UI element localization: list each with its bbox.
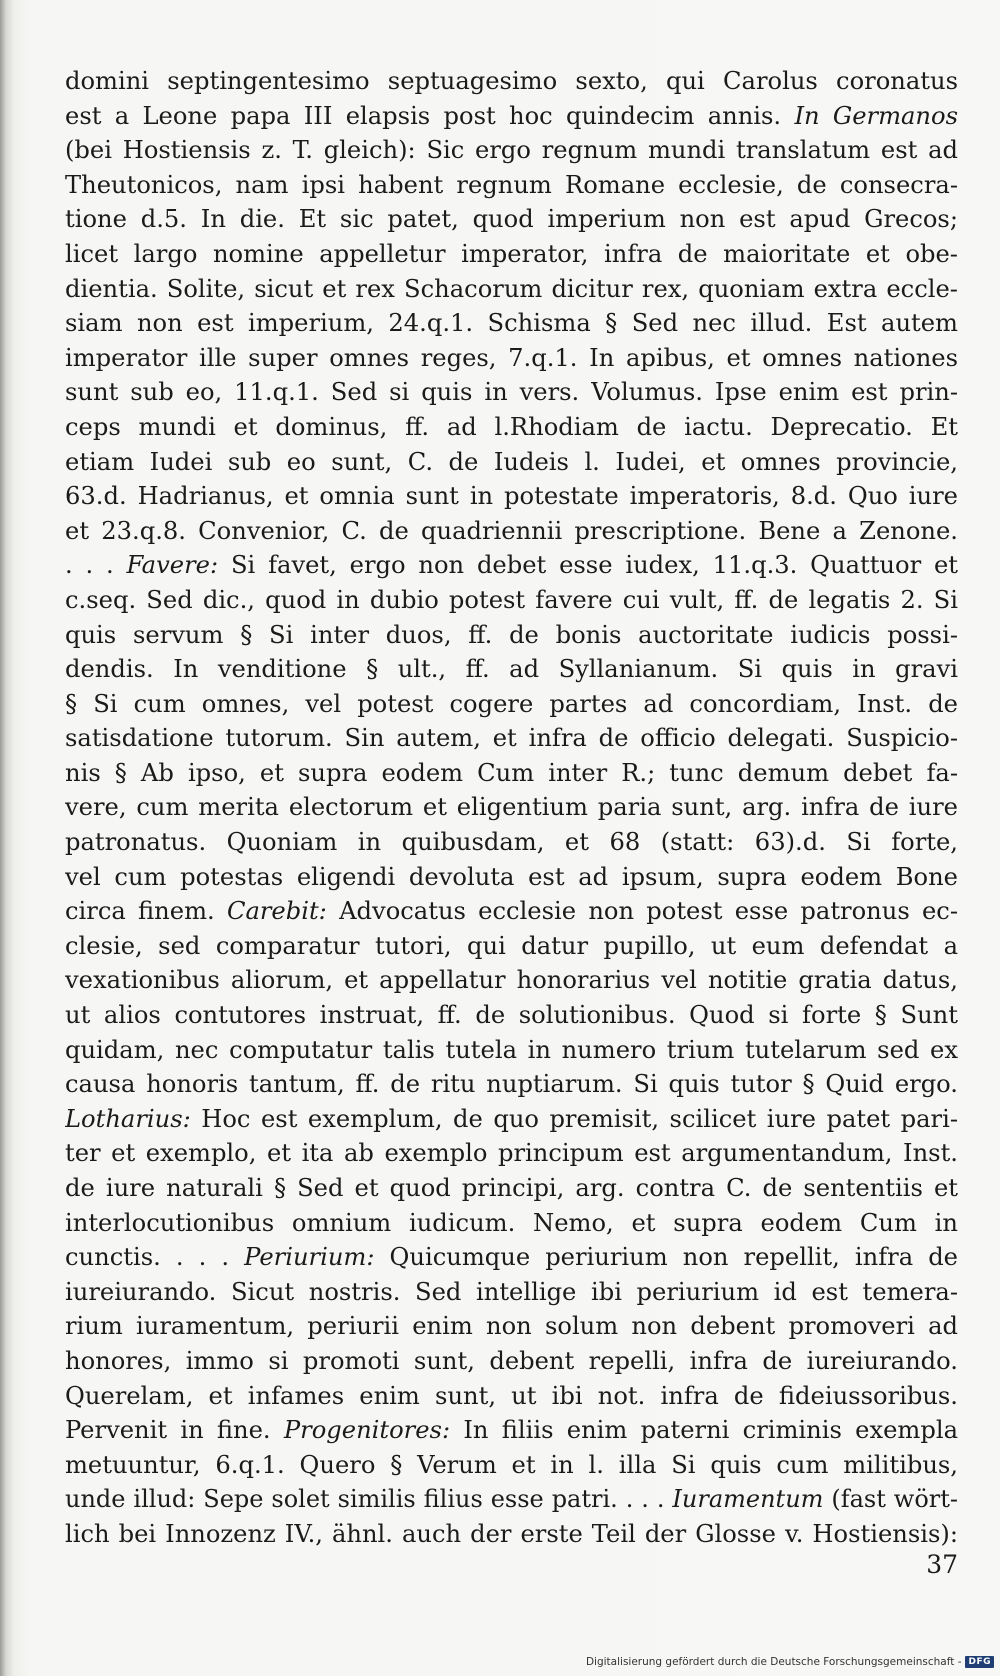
text-segment: 63.d. Hadrianus, et omnia sunt in potestate imperatoris, 8.d. Quo iure <box>65 482 958 511</box>
text-line <box>65 1102 958 1137</box>
text-line <box>65 998 958 1033</box>
text-segment: dientia. Solite, sicut et rex Schacorum dicitur rex, quoniam extra eccle- <box>65 274 958 303</box>
text-segment: (fast wört- <box>823 1485 958 1514</box>
italic-lemma: Progenitores: <box>283 1416 451 1445</box>
text-line <box>65 1517 958 1552</box>
text-segment: nis § Ab ipso, et supra eodem Cum inter R.; tunc demum debet fa- <box>65 758 958 787</box>
text-line <box>65 202 958 237</box>
text-segment: Pervenit in fine. <box>65 1416 284 1445</box>
text-line <box>65 133 958 168</box>
text-segment: dendis. In venditione § ult., ff. ad Syllanianum. Si quis in gravi <box>65 655 958 684</box>
text-line <box>65 306 958 341</box>
text-line <box>65 514 958 549</box>
text-line <box>65 1067 958 1102</box>
text-line <box>65 99 958 134</box>
text-segment: metuuntur, 6.q.1. Quero § Verum et in l. illa Si quis cum militibus, <box>65 1450 958 1479</box>
text-line <box>65 445 958 480</box>
text-line <box>65 1482 958 1517</box>
text-line <box>65 341 958 376</box>
text-segment: causa honoris tantum, ff. de ritu nuptiarum. Si quis tutor § Quid ergo. <box>65 1070 958 1099</box>
text-segment: Hoc est exemplum, de quo premisit, scilicet iure patet pari- <box>190 1104 958 1133</box>
text-line <box>65 825 958 860</box>
italic-lemma: Carebit: <box>226 897 327 926</box>
text-segment: Theutonicos, nam ipsi habent regnum Romane ecclesie, de consecra- <box>65 170 958 199</box>
text-line <box>65 1171 958 1206</box>
text-segment: unde illud: Sepe solet similis filius esse patri. . . . <box>65 1485 673 1514</box>
text-line <box>65 1448 958 1483</box>
text-segment: quis servum § Si inter duos, ff. de bonis auctoritate iudicis possi- <box>65 620 958 649</box>
credit-text: Digitalisierung gefördert durch die Deutsche Forschungsgemeinschaft - <box>585 1656 962 1668</box>
italic-lemma: Periurium: <box>244 1243 375 1272</box>
text-segment: In filiis enim paterni criminis exempla <box>450 1416 958 1445</box>
text-line <box>65 1136 958 1171</box>
text-segment: cunctis. . . . <box>65 1243 245 1272</box>
text-segment: circa finem. <box>65 897 227 926</box>
text-segment: iureiurando. Sicut nostris. Sed intellige ibi periurium id est temera- <box>65 1277 958 1306</box>
text-line <box>65 583 958 618</box>
text-segment: licet largo nomine appelletur imperator, infra de maioritate et obe- <box>65 239 958 268</box>
text-segment: honores, immo si promoti sunt, debent repelli, infra de iureiurando. <box>65 1346 958 1375</box>
text-segment: interlocutionibus omnium iudicum. Nemo, et supra eodem Cum in <box>65 1208 958 1237</box>
text-segment: Quicumque periurium non repellit, infra de <box>374 1243 958 1272</box>
text-line <box>65 479 958 514</box>
text-line <box>65 168 958 203</box>
text-line <box>65 1413 958 1448</box>
text-line <box>65 375 958 410</box>
text-segment: § Si cum omnes, vel potest cogere partes ad concordiam, Inst. de <box>65 689 958 718</box>
text-line <box>65 1309 958 1344</box>
italic-lemma: In Germanos <box>794 101 958 130</box>
text-line <box>65 1379 958 1414</box>
text-segment: et 23.q.8. Convenior, C. de quadriennii prescriptione. Bene a Zenone. <box>65 516 958 545</box>
text-segment: de iure naturali § Sed et quod principi, arg. contra C. de sententiis et <box>65 1174 958 1202</box>
text-line <box>65 652 958 687</box>
body-text <box>65 64 958 1552</box>
text-line <box>65 963 958 998</box>
dfg-logo-icon: DFG <box>965 1656 994 1668</box>
text-segment: clesie, sed comparatur tutori, qui datur pupillo, ut eum defendat a <box>65 931 958 960</box>
text-segment: domini septingentesimo septuagesimo sexto, qui Carolus coronatus <box>65 67 958 95</box>
text-line <box>65 618 958 653</box>
text-line <box>65 721 958 756</box>
text-line <box>65 272 958 307</box>
text-segment: vere, cum merita electorum et eligentium paria sunt, arg. infra de iure <box>65 793 958 822</box>
text-segment: ut alios contutores instruat, ff. de solutionibus. Quod si forte § Sunt <box>65 1001 958 1030</box>
text-line <box>65 1206 958 1241</box>
text-line <box>65 790 958 825</box>
text-segment: imperator ille super omnes reges, 7.q.1. In apibus, et omnes nationes <box>65 343 958 372</box>
page-number: 37 <box>926 1550 958 1579</box>
text-segment: vexationibus aliorum, et appellatur honorarius vel notitie gratia datus, <box>65 966 958 995</box>
text-segment: patronatus. Quoniam in quibusdam, et 68 (statt: 63).d. Si forte, <box>65 828 958 857</box>
text-segment: satisdatione tutorum. Sin autem, et infra de officio delegati. Suspicio- <box>65 724 958 753</box>
text-line <box>65 1275 958 1310</box>
text-line <box>65 237 958 272</box>
text-line <box>65 1033 958 1068</box>
text-segment: c.seq. Sed dic., quod in dubio potest favere cui vult, ff. de legatis 2. Si <box>65 585 958 614</box>
italic-lemma: Lotharius: <box>65 1104 191 1133</box>
text-segment: lich bei Innozenz IV., ähnl. auch der erste Teil der Glosse v. Hostiensis): <box>65 1519 958 1548</box>
text-line <box>65 1240 958 1275</box>
digitization-credit <box>586 1656 994 1668</box>
text-line <box>65 410 958 445</box>
text-segment: Querelam, et infames enim sunt, ut ibi not. infra de fideiussoribus. <box>65 1381 958 1410</box>
text-line <box>65 860 958 895</box>
italic-lemma: Favere: <box>126 551 219 580</box>
text-segment: quidam, nec computatur talis tutela in numero trium tutelarum sed ex <box>65 1035 958 1064</box>
text-line <box>65 1344 958 1379</box>
text-segment: tione d.5. In die. Et sic patet, quod imperium non est apud Grecos; <box>65 205 958 234</box>
text-segment: est a Leone papa III elapsis post hoc quindecim annis. <box>65 101 795 130</box>
text-segment: . . . <box>65 551 127 580</box>
text-segment: (bei Hostiensis z. T. gleich): Sic ergo regnum mundi translatum est ad <box>65 136 958 165</box>
text-segment: sunt sub eo, 11.q.1. Sed si quis in vers. Volumus. Ipse enim est prin- <box>65 378 958 407</box>
text-line <box>65 64 958 99</box>
italic-lemma: Iuramentum <box>672 1485 824 1514</box>
text-segment: ceps mundi et dominus, ff. ad l.Rhodiam de iactu. Deprecatio. Et <box>65 412 958 441</box>
text-segment: etiam Iudei sub eo sunt, C. de Iudeis l. Iudei, et omnes provincie, <box>65 447 958 476</box>
text-segment: ter et exemplo, et ita ab exemplo principum est argumentandum, Inst. <box>65 1139 958 1168</box>
text-line <box>65 756 958 791</box>
text-line <box>65 548 958 583</box>
text-line <box>65 687 958 722</box>
text-segment: Advocatus ecclesie non potest esse patronus ec- <box>326 897 958 926</box>
text-segment: rium iuramentum, periurii enim non solum non debent promoveri ad <box>65 1312 958 1341</box>
text-line <box>65 894 958 929</box>
text-line <box>65 929 958 964</box>
text-segment: siam non est imperium, 24.q.1. Schisma § Sed nec illud. Est autem <box>65 309 958 338</box>
text-segment: Si favet, ergo non debet esse iudex, 11.q.3. Quattuor et <box>218 551 958 580</box>
text-segment: vel cum potestas eligendi devoluta est ad ipsum, supra eodem Bone <box>65 862 958 891</box>
